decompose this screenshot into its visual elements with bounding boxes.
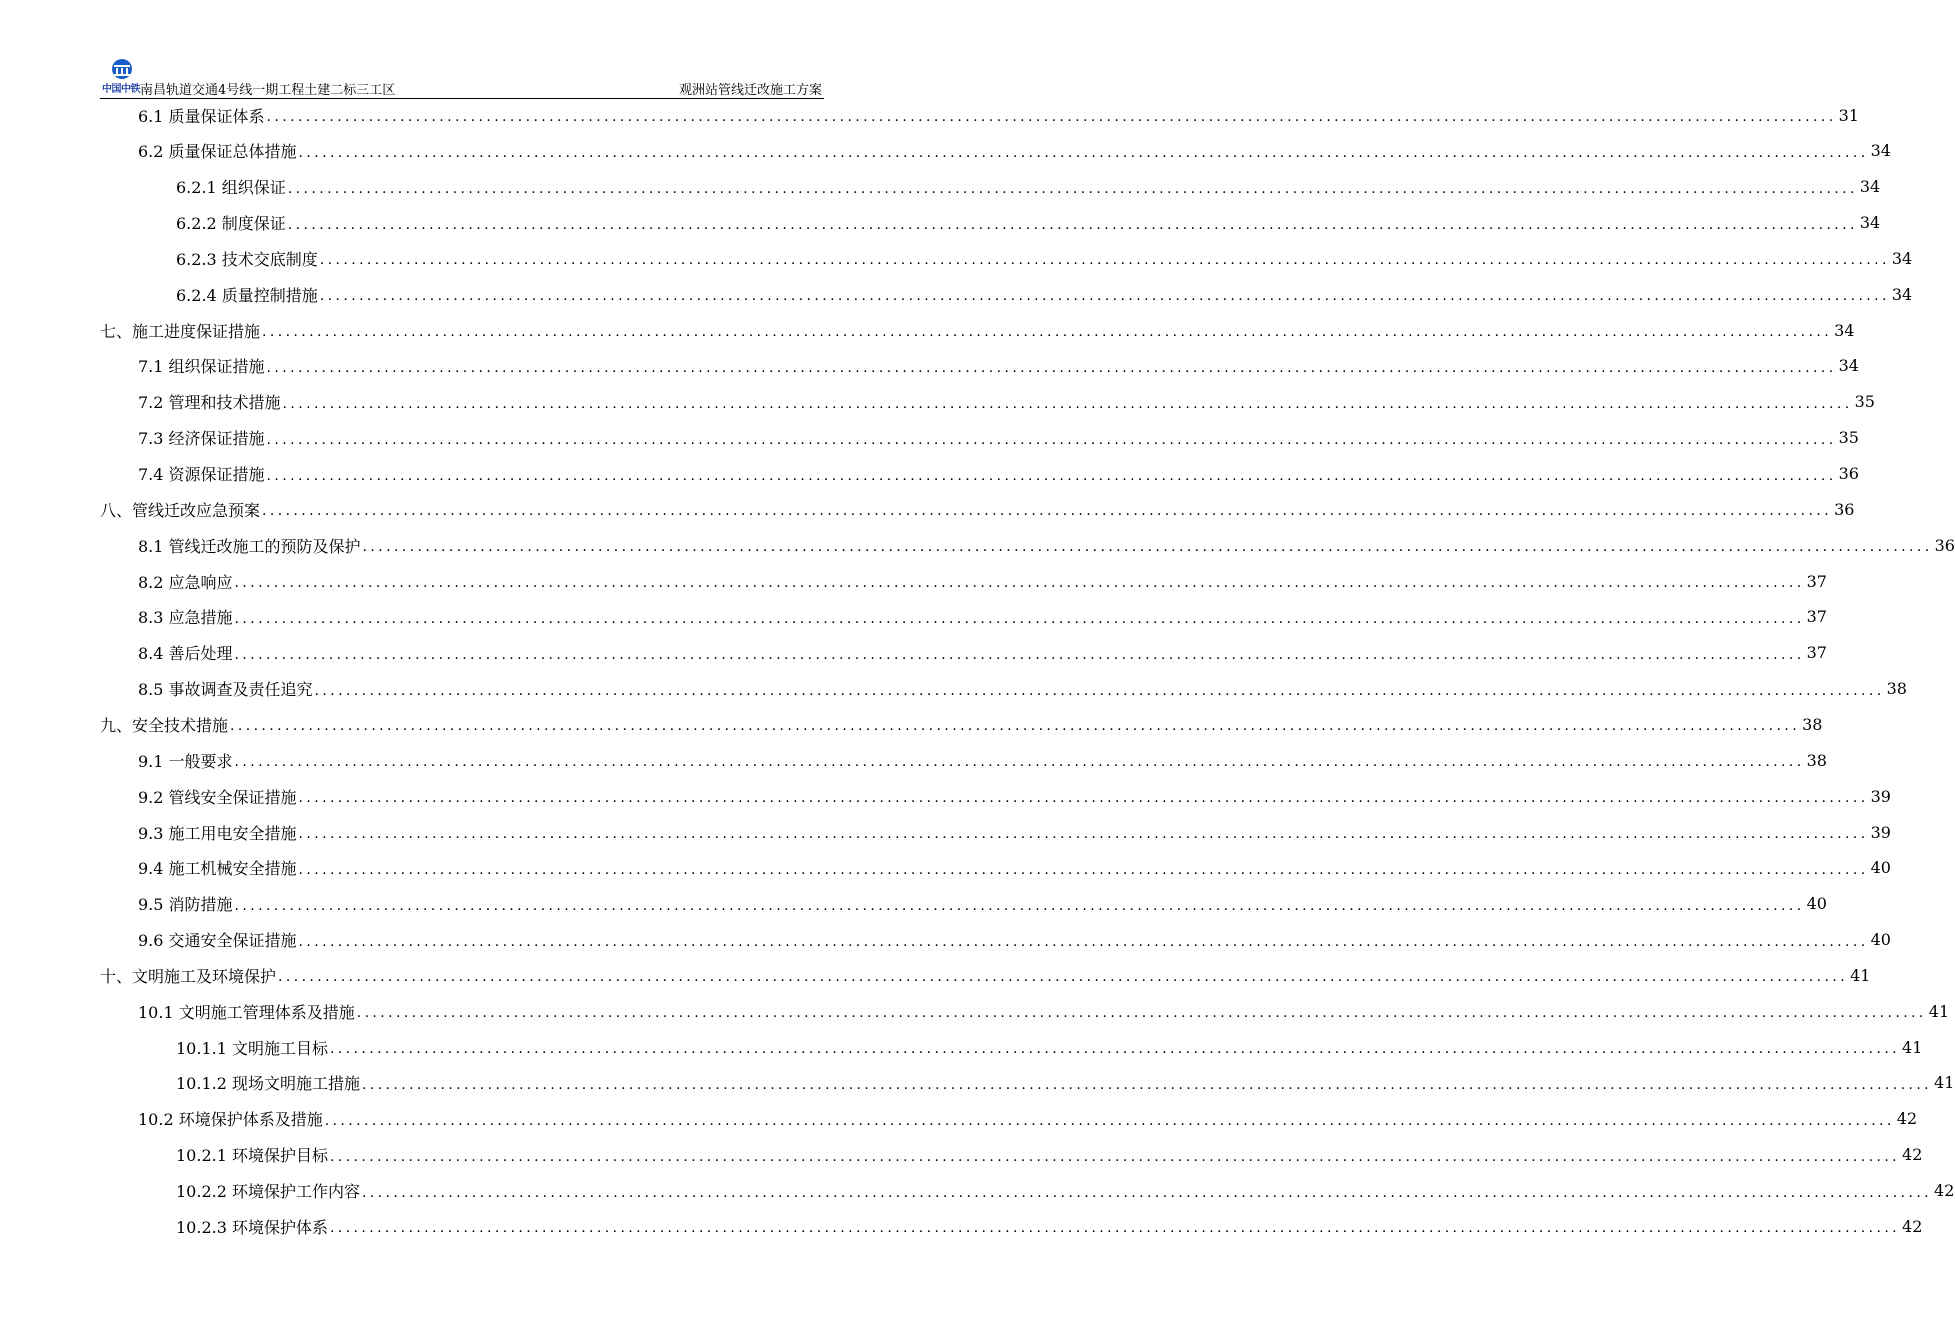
toc-entry[interactable]: [100, 136, 1891, 166]
toc-entry[interactable]: [100, 387, 1875, 417]
toc-entry-label: 10.2.3 环境保护体系: [176, 1217, 328, 1237]
toc-entry-page: 42: [1934, 1181, 1955, 1200]
toc-entry[interactable]: [100, 996, 1950, 1026]
toc-entry-page: 41: [1928, 1001, 1950, 1021]
toc-dot-leader: ........................................................................................................................................................................................................: [356, 1005, 1927, 1022]
toc-entry-label: 10.1.1 文明施工目标: [176, 1038, 328, 1058]
toc-entry-label: 10.1.2 现场文明施工措施: [176, 1074, 360, 1094]
toc-entry-label: 9.1 一般要求: [138, 751, 233, 771]
toc-entry-label: 9.5 消防措施: [138, 895, 233, 915]
toc-entry-page: 36: [1834, 499, 1855, 519]
company-logo: [102, 58, 142, 94]
toc-dot-leader: ........................................................................................................................................................................................................: [329, 1041, 1901, 1058]
toc-dot-leader: ........................................................................................................................................................................................................: [266, 359, 1837, 376]
toc-entry-label: 七、施工进度保证措施: [100, 321, 261, 341]
toc-entry[interactable]: [100, 494, 1855, 524]
toc-dot-leader: ........................................................................................................................................................................................................: [298, 826, 1869, 842]
toc-entry-page: 35: [1838, 428, 1859, 448]
toc-entry[interactable]: [100, 459, 1859, 489]
toc-entry[interactable]: [100, 709, 1823, 739]
toc-entry[interactable]: [100, 1104, 1918, 1134]
toc-entry[interactable]: [100, 100, 1859, 130]
toc-entry[interactable]: [100, 889, 1827, 919]
toc-entry[interactable]: [100, 1176, 1955, 1206]
toc-dot-leader: ........................................................................................................................................................................................................: [234, 646, 1805, 663]
toc-dot-leader: ........................................................................................................................................................................................................: [266, 431, 1837, 448]
toc-entry-page: 34: [1870, 141, 1891, 161]
toc-entry-label: 6.1 质量保证体系: [138, 106, 265, 126]
toc-entry-page: 42: [1896, 1109, 1918, 1129]
toc-dot-leader: ........................................................................................................................................................................................................: [262, 324, 1833, 341]
toc-entry[interactable]: [100, 1211, 1923, 1241]
toc-dot-leader: ........................................................................................................................................................................................................: [298, 933, 1869, 950]
toc-entry-label: 6.2.3 技术交底制度: [176, 249, 318, 269]
toc-entry-page: 41: [1934, 1073, 1955, 1093]
toc-entry[interactable]: [100, 602, 1827, 632]
toc-entry[interactable]: [100, 1068, 1955, 1098]
toc-dot-leader: ........................................................................................................................................................................................................: [329, 1148, 1901, 1165]
toc-entry[interactable]: [100, 423, 1859, 453]
toc-entry-page: 39: [1870, 786, 1891, 806]
toc-entry-page: 36: [1838, 464, 1859, 483]
toc-dot-leader: ........................................................................................................................................................................................................: [278, 969, 1849, 986]
toc-dot-leader: ........................................................................................................................................................................................................: [298, 144, 1869, 161]
toc-entry[interactable]: [100, 960, 1871, 990]
toc-dot-leader: ........................................................................................................................................................................................................: [282, 395, 1853, 412]
toc-entry-page: 40: [1870, 930, 1891, 950]
toc-entry-label: 6.2.4 质量控制措施: [176, 285, 318, 305]
toc-entry-page: 40: [1870, 858, 1891, 878]
toc-entry[interactable]: [100, 566, 1827, 596]
toc-entry[interactable]: [100, 925, 1891, 955]
toc-entry[interactable]: [100, 781, 1891, 811]
toc-entry[interactable]: [100, 172, 1881, 202]
toc-entry-page: 39: [1870, 822, 1891, 842]
toc-dot-leader: ........................................................................................................................................................................................................: [362, 539, 1933, 556]
toc-entry-page: 37: [1806, 571, 1827, 591]
toc-entry-label: 八、管线迁改应急预案: [100, 500, 261, 520]
toc-dot-leader: ........................................................................................................................................................................................................: [319, 288, 1890, 305]
toc-entry-page: 37: [1806, 607, 1827, 627]
logo-text: 中国中铁: [102, 84, 140, 95]
toc-dot-leader: ........................................................................................................................................................................................................: [314, 682, 1885, 699]
toc-entry-label: 10.1 文明施工管理体系及措施: [138, 1002, 355, 1022]
toc-entry-label: 6.2.2 制度保证: [176, 214, 286, 234]
toc-entry[interactable]: [100, 351, 1859, 381]
toc-entry[interactable]: [100, 674, 1907, 704]
toc-entry-label: 7.3 经济保证措施: [138, 429, 265, 449]
toc-entry-label: 8.5 事故调查及责任追究: [138, 680, 313, 700]
toc-entry-page: 34: [1834, 320, 1855, 340]
toc-dot-leader: ........................................................................................................................................................................................................: [234, 897, 1805, 914]
toc-entry[interactable]: [100, 1140, 1923, 1170]
toc-dot-leader: ........................................................................................................................................................................................................: [329, 1220, 1901, 1237]
toc-dot-leader: ........................................................................................................................................................................................................: [319, 252, 1890, 269]
toc-entry-label: 9.6 交通安全保证措施: [138, 931, 297, 951]
toc-entry-label: 9.4 施工机械安全措施: [138, 859, 297, 879]
toc-entry-page: 41: [1902, 1037, 1923, 1057]
toc-entry[interactable]: [100, 208, 1881, 238]
toc-dot-leader: ........................................................................................................................................................................................................: [234, 610, 1805, 627]
toc-entry[interactable]: [100, 745, 1827, 775]
toc-entry-page: 38: [1806, 750, 1827, 770]
toc-entry-page: 35: [1854, 392, 1875, 412]
toc-dot-leader: ........................................................................................................................................................................................................: [230, 718, 1801, 735]
toc-entry-page: 42: [1902, 1145, 1923, 1165]
toc-entry-label: 十、文明施工及环境保护: [100, 966, 277, 986]
toc-entry-label: 8.2 应急响应: [138, 572, 233, 592]
toc-entry-page: 34: [1859, 177, 1881, 197]
toc-entry-page: 31: [1838, 105, 1859, 125]
toc-entry-label: 8.3 应急措施: [138, 608, 233, 628]
toc-entry[interactable]: [100, 1032, 1923, 1062]
toc-entry-page: 34: [1859, 213, 1881, 233]
toc-entry-page: 34: [1891, 284, 1913, 304]
toc-dot-leader: ........................................................................................................................................................................................................: [324, 1112, 1895, 1129]
toc-entry-page: 36: [1934, 535, 1955, 555]
toc-dot-leader: ........................................................................................................................................................................................................: [361, 1184, 1933, 1201]
toc-entry-label: 8.4 善后处理: [138, 644, 233, 664]
project-name: 南昌轨道交通4号线一期工程土建二标三工区: [140, 83, 396, 98]
toc-dot-leader: ........................................................................................................................................................................................................: [234, 575, 1805, 592]
toc-entry-page: 41: [1850, 965, 1871, 985]
toc-entry-label: 10.2 环境保护体系及措施: [138, 1110, 323, 1130]
crcc-logo-icon: [102, 58, 142, 82]
toc-entry-page: 34: [1838, 356, 1859, 376]
toc-dot-leader: ........................................................................................................................................................................................................: [234, 754, 1805, 771]
toc-entry-label: 九、安全技术措施: [100, 715, 229, 735]
toc-entry[interactable]: [100, 315, 1855, 345]
toc-entry-label: 7.4 资源保证措施: [138, 465, 265, 484]
toc-dot-leader: ........................................................................................................................................................................................................: [361, 1076, 1933, 1093]
toc-dot-leader: ........................................................................................................................................................................................................: [262, 503, 1833, 520]
toc-entry-page: 34: [1891, 248, 1913, 268]
toc-dot-leader: ........................................................................................................................................................................................................: [298, 861, 1869, 878]
toc-dot-leader: ........................................................................................................................................................................................................: [287, 180, 1858, 197]
toc-entry[interactable]: [100, 243, 1913, 273]
document-title: 观洲站管线迁改施工方案: [678, 83, 822, 98]
toc-entry-page: 38: [1802, 714, 1823, 734]
toc-entry-page: 37: [1806, 643, 1827, 663]
toc-entry-page: 42: [1902, 1216, 1923, 1236]
toc-dot-leader: ........................................................................................................................................................................................................: [298, 790, 1869, 807]
toc-entry[interactable]: [100, 817, 1891, 847]
toc-entry-label: 6.2.1 组织保证: [176, 178, 286, 198]
toc-entry-label: 7.2 管理和技术措施: [138, 393, 281, 413]
toc-dot-leader: ........................................................................................................................................................................................................: [266, 467, 1837, 484]
toc-entry[interactable]: [100, 853, 1891, 883]
toc-entry-label: 9.3 施工用电安全措施: [138, 823, 297, 843]
toc-entry-page: 40: [1806, 894, 1827, 914]
toc-entry[interactable]: [100, 530, 1955, 560]
toc-entry[interactable]: [100, 279, 1913, 309]
toc-entry-label: 7.1 组织保证措施: [138, 357, 265, 377]
toc-entry-page: 38: [1886, 679, 1907, 699]
page-header: [100, 58, 824, 99]
toc-entry-label: 10.2.1 环境保护目标: [176, 1146, 328, 1166]
toc-dot-leader: ........................................................................................................................................................................................................: [266, 109, 1837, 125]
toc-entry-label: 9.2 管线安全保证措施: [138, 787, 297, 807]
toc-dot-leader: ........................................................................................................................................................................................................: [287, 216, 1858, 233]
toc-entry-label: 8.1 管线迁改施工的预防及保护: [138, 536, 361, 556]
toc-entry-label: 6.2 质量保证总体措施: [138, 142, 297, 162]
toc-entry[interactable]: [100, 638, 1827, 668]
toc-entry-label: 10.2.2 环境保护工作内容: [176, 1182, 360, 1201]
